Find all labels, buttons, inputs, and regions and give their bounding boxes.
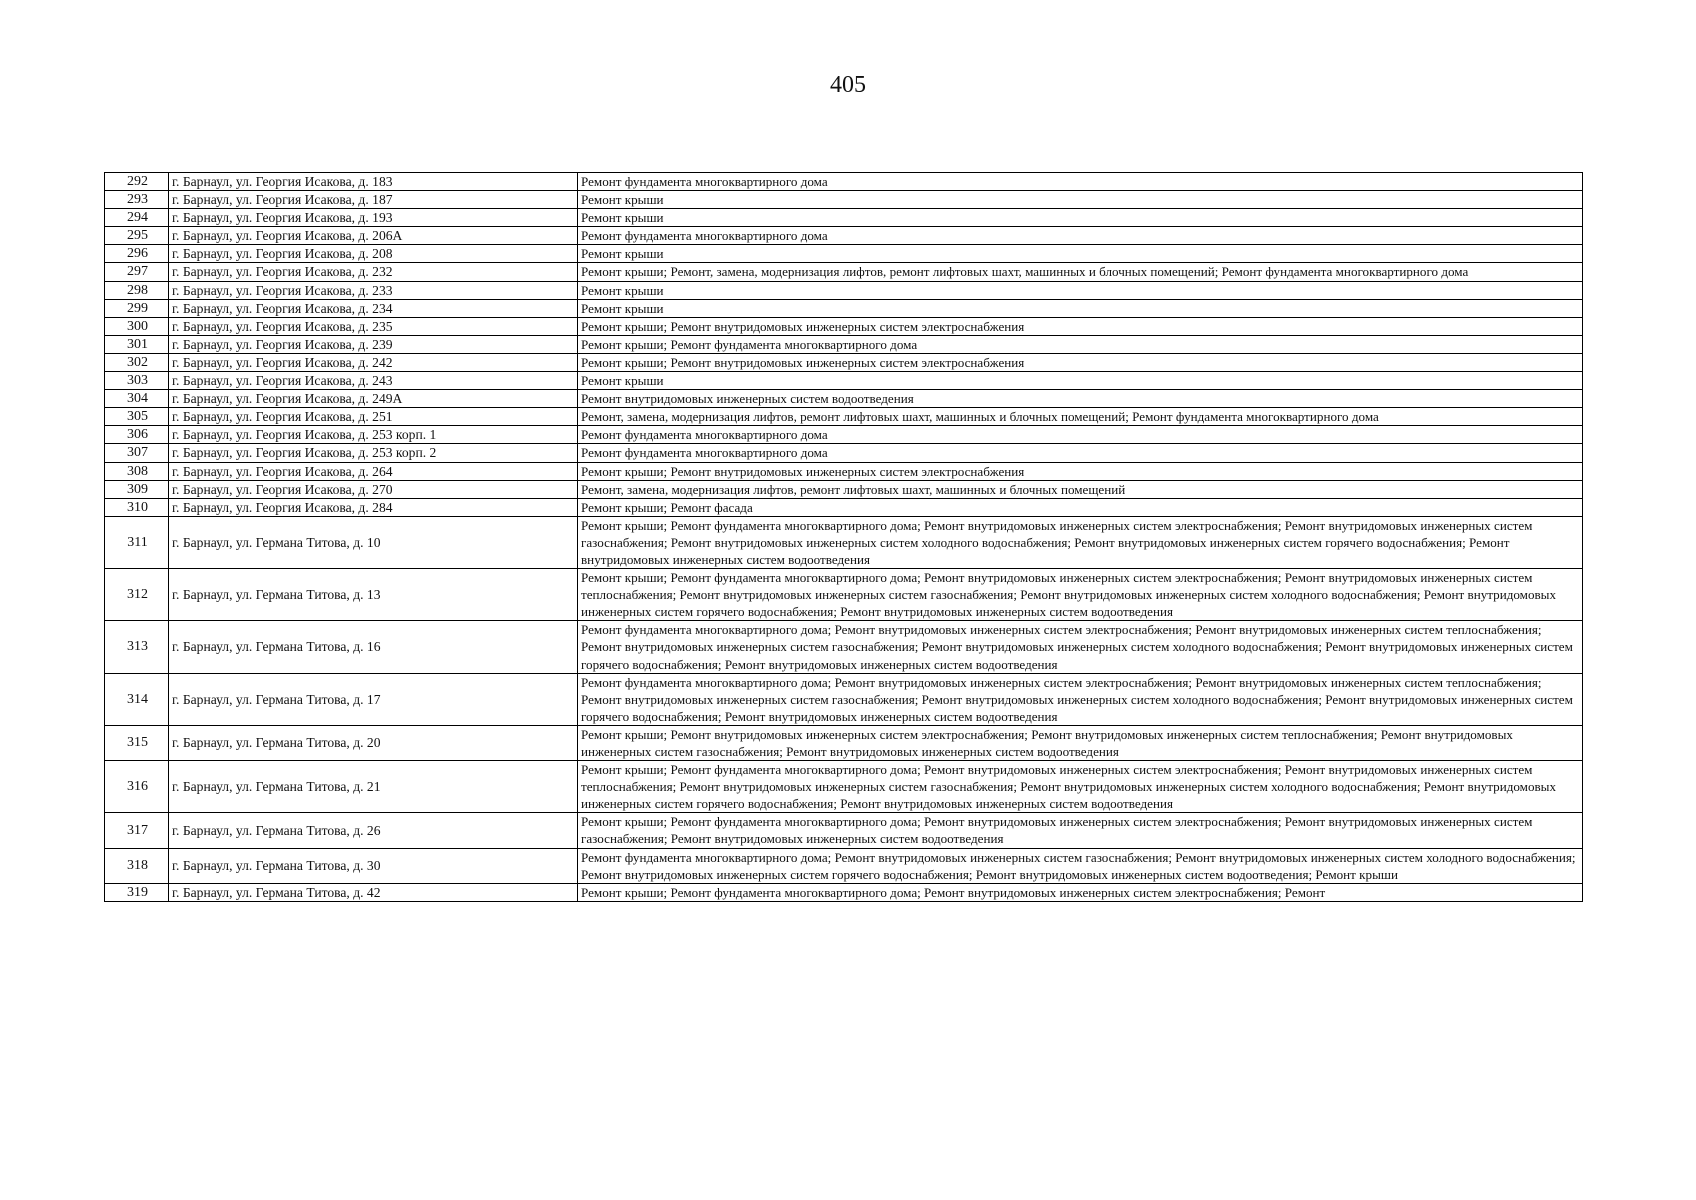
table-row <box>105 390 1583 408</box>
row-number-cell: 317 <box>105 813 169 848</box>
row-number-cell: 300 <box>105 317 169 335</box>
address-cell: г. Барнаул, ул. Георгия Исакова, д. 234 <box>169 299 578 317</box>
address-cell: г. Барнаул, ул. Георгия Исакова, д. 264 <box>169 462 578 480</box>
row-number-cell: 319 <box>105 883 169 901</box>
row-number-cell: 318 <box>105 848 169 883</box>
address-cell: г. Барнаул, ул. Германа Титова, д. 17 <box>169 673 578 725</box>
address-cell: г. Барнаул, ул. Георгия Исакова, д. 206А <box>169 227 578 245</box>
table-row <box>105 281 1583 299</box>
row-number-cell: 299 <box>105 299 169 317</box>
address-cell: г. Барнаул, ул. Георгия Исакова, д. 249А <box>169 390 578 408</box>
table-row <box>105 209 1583 227</box>
table-row <box>105 480 1583 498</box>
row-number-cell: 303 <box>105 372 169 390</box>
table-row <box>105 408 1583 426</box>
table-row <box>105 883 1583 901</box>
table-row <box>105 725 1583 760</box>
works-cell: Ремонт крыши; Ремонт фундамента многоквартирного дома; Ремонт внутридомовых инженерных систем электроснабжения; Ремонт внутридомовых инженерных систем газоснабжения; Ремонт внутридомовых инженерных систем холодного водоснабжения; Ремонт внутридомовых инженерных систем горячего водоснабжения; Ремонт внутридомовых инженерных систем водоотведения <box>578 516 1583 568</box>
table-row <box>105 462 1583 480</box>
table-row <box>105 813 1583 848</box>
address-cell: г. Барнаул, ул. Георгия Исакова, д. 270 <box>169 480 578 498</box>
row-number-cell: 315 <box>105 725 169 760</box>
repair-registry-table <box>104 172 1583 902</box>
works-cell: Ремонт крыши <box>578 245 1583 263</box>
row-number-cell: 312 <box>105 569 169 621</box>
works-cell: Ремонт внутридомовых инженерных систем водоотведения <box>578 390 1583 408</box>
address-cell: г. Барнаул, ул. Георгия Исакова, д. 187 <box>169 191 578 209</box>
table-row <box>105 299 1583 317</box>
address-cell: г. Барнаул, ул. Георгия Исакова, д. 253 корп. 2 <box>169 444 578 462</box>
table-row <box>105 426 1583 444</box>
works-cell: Ремонт крыши <box>578 372 1583 390</box>
table-row <box>105 353 1583 371</box>
table-row <box>105 444 1583 462</box>
table-row <box>105 498 1583 516</box>
table-row <box>105 848 1583 883</box>
table-row <box>105 569 1583 621</box>
row-number-cell: 301 <box>105 335 169 353</box>
table-row <box>105 263 1583 281</box>
address-cell: г. Барнаул, ул. Германа Титова, д. 26 <box>169 813 578 848</box>
works-cell: Ремонт крыши <box>578 209 1583 227</box>
address-cell: г. Барнаул, ул. Георгия Исакова, д. 253 корп. 1 <box>169 426 578 444</box>
row-number-cell: 313 <box>105 621 169 673</box>
works-cell: Ремонт крыши; Ремонт внутридомовых инженерных систем электроснабжения <box>578 353 1583 371</box>
row-number-cell: 295 <box>105 227 169 245</box>
table-row <box>105 245 1583 263</box>
row-number-cell: 305 <box>105 408 169 426</box>
table-body <box>105 173 1583 902</box>
works-cell: Ремонт крыши <box>578 299 1583 317</box>
address-cell: г. Барнаул, ул. Георгия Исакова, д. 193 <box>169 209 578 227</box>
table-row <box>105 317 1583 335</box>
works-cell: Ремонт фундамента многоквартирного дома <box>578 444 1583 462</box>
works-cell: Ремонт фундамента многоквартирного дома <box>578 173 1583 191</box>
works-cell: Ремонт крыши <box>578 281 1583 299</box>
works-cell: Ремонт, замена, модернизация лифтов, ремонт лифтовых шахт, машинных и блочных помещений <box>578 480 1583 498</box>
works-cell: Ремонт фундамента многоквартирного дома; Ремонт внутридомовых инженерных систем электроснабжения; Ремонт внутридомовых инженерных систем теплоснабжения; Ремонт внутридомовых инженерных систем газоснабжения; Ремонт внутридомовых инженерных систем холодного водоснабжения; Ремонт внутридомовых инженерных систем горячего водоснабжения; Ремонт внутридомовых инженерных систем водоотведения <box>578 621 1583 673</box>
works-cell: Ремонт крыши <box>578 191 1583 209</box>
row-number-cell: 298 <box>105 281 169 299</box>
row-number-cell: 316 <box>105 761 169 813</box>
table-row <box>105 761 1583 813</box>
row-number-cell: 309 <box>105 480 169 498</box>
page-number: 405 <box>830 72 866 98</box>
works-cell: Ремонт фундамента многоквартирного дома; Ремонт внутридомовых инженерных систем газоснабжения; Ремонт внутридомовых инженерных систем холодного водоснабжения; Ремонт внутридомовых инженерных систем горячего водоснабжения; Ремонт внутридомовых инженерных систем водоотведения; Ремонт крыши <box>578 848 1583 883</box>
address-cell: г. Барнаул, ул. Германа Титова, д. 21 <box>169 761 578 813</box>
row-number-cell: 314 <box>105 673 169 725</box>
address-cell: г. Барнаул, ул. Георгия Исакова, д. 239 <box>169 335 578 353</box>
works-cell: Ремонт крыши; Ремонт фасада <box>578 498 1583 516</box>
works-cell: Ремонт крыши; Ремонт фундамента многоквартирного дома; Ремонт внутридомовых инженерных систем электроснабжения; Ремонт <box>578 883 1583 901</box>
row-number-cell: 304 <box>105 390 169 408</box>
row-number-cell: 302 <box>105 353 169 371</box>
works-cell: Ремонт фундамента многоквартирного дома <box>578 426 1583 444</box>
works-cell: Ремонт крыши; Ремонт фундамента многоквартирного дома; Ремонт внутридомовых инженерных систем электроснабжения; Ремонт внутридомовых инженерных систем теплоснабжения; Ремонт внутридомовых инженерных систем газоснабжения; Ремонт внутридомовых инженерных систем холодного водоснабжения; Ремонт внутридомовых инженерных систем горячего водоснабжения; Ремонт внутридомовых инженерных систем водоотведения <box>578 569 1583 621</box>
works-cell: Ремонт крыши; Ремонт фундамента многоквартирного дома; Ремонт внутридомовых инженерных систем электроснабжения; Ремонт внутридомовых инженерных систем теплоснабжения; Ремонт внутридомовых инженерных систем газоснабжения; Ремонт внутридомовых инженерных систем холодного водоснабжения; Ремонт внутридомовых инженерных систем горячего водоснабжения; Ремонт внутридомовых инженерных систем водоотведения <box>578 761 1583 813</box>
row-number-cell: 306 <box>105 426 169 444</box>
row-number-cell: 308 <box>105 462 169 480</box>
address-cell: г. Барнаул, ул. Германа Титова, д. 13 <box>169 569 578 621</box>
address-cell: г. Барнаул, ул. Германа Титова, д. 30 <box>169 848 578 883</box>
address-cell: г. Барнаул, ул. Георгия Исакова, д. 183 <box>169 173 578 191</box>
address-cell: г. Барнаул, ул. Георгия Исакова, д. 232 <box>169 263 578 281</box>
works-cell: Ремонт крыши; Ремонт внутридомовых инженерных систем электроснабжения <box>578 462 1583 480</box>
row-number-cell: 310 <box>105 498 169 516</box>
address-cell: г. Барнаул, ул. Георгия Исакова, д. 235 <box>169 317 578 335</box>
row-number-cell: 311 <box>105 516 169 568</box>
table-row <box>105 673 1583 725</box>
row-number-cell: 293 <box>105 191 169 209</box>
table-row <box>105 372 1583 390</box>
address-cell: г. Барнаул, ул. Германа Титова, д. 10 <box>169 516 578 568</box>
address-cell: г. Барнаул, ул. Германа Титова, д. 20 <box>169 725 578 760</box>
table-row <box>105 191 1583 209</box>
works-cell: Ремонт крыши; Ремонт внутридомовых инженерных систем электроснабжения; Ремонт внутридомовых инженерных систем теплоснабжения; Ремонт внутридомовых инженерных систем газоснабжения; Ремонт внутридомовых инженерных систем водоотведения <box>578 725 1583 760</box>
works-cell: Ремонт крыши; Ремонт внутридомовых инженерных систем электроснабжения <box>578 317 1583 335</box>
works-cell: Ремонт фундамента многоквартирного дома <box>578 227 1583 245</box>
table-row <box>105 516 1583 568</box>
row-number-cell: 307 <box>105 444 169 462</box>
address-cell: г. Барнаул, ул. Георгия Исакова, д. 233 <box>169 281 578 299</box>
works-cell: Ремонт крыши; Ремонт, замена, модернизация лифтов, ремонт лифтовых шахт, машинных и блочных помещений; Ремонт фундамента многоквартирного дома <box>578 263 1583 281</box>
address-cell: г. Барнаул, ул. Георгия Исакова, д. 251 <box>169 408 578 426</box>
address-cell: г. Барнаул, ул. Георгия Исакова, д. 284 <box>169 498 578 516</box>
address-cell: г. Барнаул, ул. Германа Титова, д. 42 <box>169 883 578 901</box>
address-cell: г. Барнаул, ул. Георгия Исакова, д. 243 <box>169 372 578 390</box>
address-cell: г. Барнаул, ул. Георгия Исакова, д. 208 <box>169 245 578 263</box>
row-number-cell: 296 <box>105 245 169 263</box>
works-cell: Ремонт, замена, модернизация лифтов, ремонт лифтовых шахт, машинных и блочных помещений; Ремонт фундамента многоквартирного дома <box>578 408 1583 426</box>
row-number-cell: 294 <box>105 209 169 227</box>
row-number-cell: 292 <box>105 173 169 191</box>
works-cell: Ремонт крыши; Ремонт фундамента многоквартирного дома; Ремонт внутридомовых инженерных систем электроснабжения; Ремонт внутридомовых инженерных систем газоснабжения; Ремонт внутридомовых инженерных систем водоотведения <box>578 813 1583 848</box>
row-number-cell: 297 <box>105 263 169 281</box>
address-cell: г. Барнаул, ул. Германа Титова, д. 16 <box>169 621 578 673</box>
table-row <box>105 227 1583 245</box>
table-row <box>105 621 1583 673</box>
table-row <box>105 173 1583 191</box>
works-cell: Ремонт крыши; Ремонт фундамента многоквартирного дома <box>578 335 1583 353</box>
table-row <box>105 335 1583 353</box>
address-cell: г. Барнаул, ул. Георгия Исакова, д. 242 <box>169 353 578 371</box>
works-cell: Ремонт фундамента многоквартирного дома; Ремонт внутридомовых инженерных систем электроснабжения; Ремонт внутридомовых инженерных систем теплоснабжения; Ремонт внутридомовых инженерных систем газоснабжения; Ремонт внутридомовых инженерных систем холодного водоснабжения; Ремонт внутридомовых инженерных систем горячего водоснабжения; Ремонт внутридомовых инженерных систем водоотведения <box>578 673 1583 725</box>
